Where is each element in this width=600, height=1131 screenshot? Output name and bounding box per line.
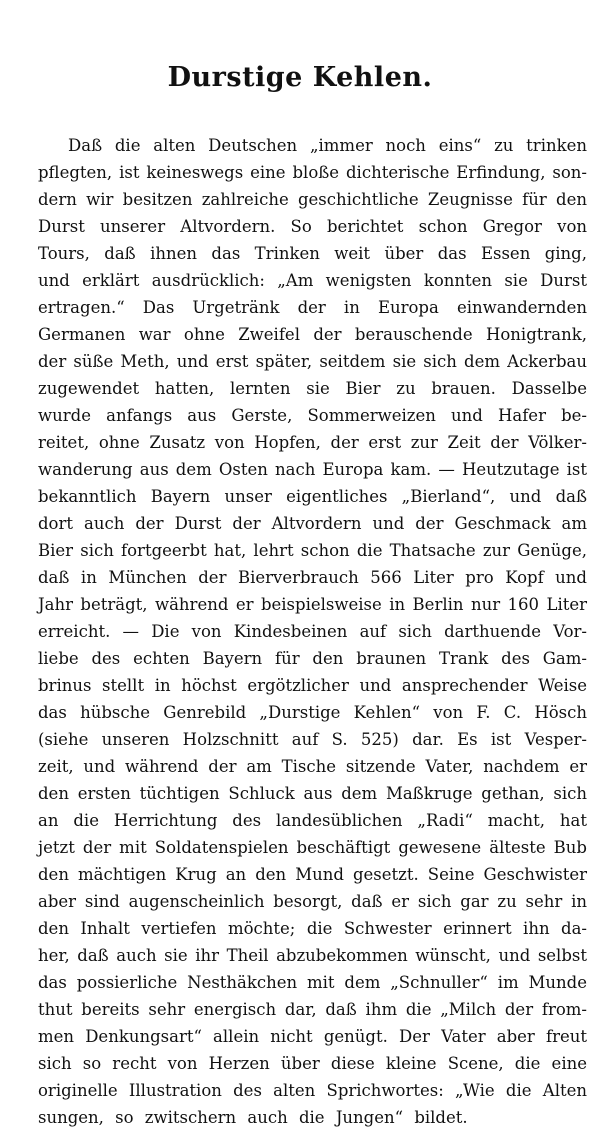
- text-line: ertragen.“ Das Urgetränk der in Europa einwandernden: [38, 298, 587, 317]
- text-line: bekanntlich Bayern unser eigentliches „Bierland“, und daß: [38, 487, 587, 506]
- text-line: erreicht. — Die von Kindesbeinen auf sich darthuende Vor-: [38, 622, 587, 641]
- text-line: brinus stellt in höchst ergötzlicher und ansprechender Weise: [38, 676, 587, 695]
- text-line: der süße Meth, und erst später, seitdem sie sich dem Ackerbau: [38, 352, 587, 371]
- text-line: (siehe unseren Holzschnitt auf S. 525) dar. Es ist Vesper-: [38, 730, 587, 749]
- text-line: her, daß auch sie ihr Theil abzubekommen wünscht, und selbst: [38, 946, 587, 965]
- text-line: aber sind augenscheinlich besorgt, daß er sich gar zu sehr in: [38, 892, 587, 911]
- text-line: das possierliche Nesthäkchen mit dem „Schnuller“ im Munde: [38, 973, 587, 992]
- text-line: wurde anfangs aus Gerste, Sommerweizen und Hafer be-: [38, 406, 587, 425]
- text-line: dort auch der Durst der Altvordern und der Geschmack am: [38, 514, 587, 533]
- text-line: reitet, ohne Zusatz von Hopfen, der erst zur Zeit der Völker-: [38, 433, 587, 452]
- text-line: Tours, daß ihnen das Trinken weit über das Essen ging,: [38, 244, 587, 263]
- text-line: thut bereits sehr energisch dar, daß ihm die „Milch der from-: [38, 1000, 587, 1019]
- article-title: Durstige Kehlen.: [167, 62, 433, 93]
- text-line: Daß die alten Deutschen „immer noch eins“ zu trinken: [68, 136, 587, 155]
- text-line: men Denkungsart“ allein nicht genügt. Der Vater aber freut: [38, 1027, 587, 1046]
- article-body: [38, 132, 587, 1131]
- text-line: den Inhalt vertiefen möchte; die Schwester erinnert ihn da-: [38, 919, 587, 938]
- text-line: zugewendet hatten, lernten sie Bier zu brauen. Dasselbe: [38, 379, 587, 398]
- text-line: zeit, und während der am Tische sitzende Vater, nachdem er: [38, 757, 587, 776]
- text-line: an die Herrichtung des landesüblichen „Radi“ macht, hat: [38, 811, 587, 830]
- text-line: daß in München der Bierverbrauch 566 Liter pro Kopf und: [38, 568, 587, 587]
- text-line: den mächtigen Krug an den Mund gesetzt. Seine Geschwister: [38, 865, 587, 884]
- text-line: Jahr beträgt, während er beispielsweise in Berlin nur 160 Liter: [38, 595, 587, 614]
- text-line: dern wir besitzen zahlreiche geschichtliche Zeugnisse für den: [38, 190, 587, 209]
- text-line: originelle Illustration des alten Sprichwortes: „Wie die Alten: [38, 1081, 587, 1100]
- text-line: sich so recht von Herzen über diese kleine Scene, die eine: [38, 1054, 587, 1073]
- text-line: wanderung aus dem Osten nach Europa kam. — Heutzutage ist: [38, 460, 587, 479]
- text-line: sungen, so zwitschern auch die Jungen“ bildet.: [38, 1108, 468, 1127]
- text-line: Durst unserer Altvordern. So berichtet schon Gregor von: [38, 217, 587, 236]
- text-line: das hübsche Genrebild „Durstige Kehlen“ von F. C. Hösch: [38, 703, 587, 722]
- text-line: und erklärt ausdrücklich: „Am wenigsten konnten sie Durst: [38, 271, 587, 290]
- text-line: Bier sich fortgeerbt hat, lehrt schon die Thatsache zur Genüge,: [38, 541, 587, 560]
- text-line: liebe des echten Bayern für den braunen Trank des Gam-: [38, 649, 587, 668]
- text-line: pflegten, ist keineswegs eine bloße dichterische Erfindung, son-: [38, 163, 587, 182]
- text-line: Germanen war ohne Zweifel der berauschende Honigtrank,: [38, 325, 587, 344]
- text-line: jetzt der mit Soldatenspielen beschäftigt gewesene älteste Bub: [38, 838, 587, 857]
- text-line: den ersten tüchtigen Schluck aus dem Maßkruge gethan, sich: [38, 784, 587, 803]
